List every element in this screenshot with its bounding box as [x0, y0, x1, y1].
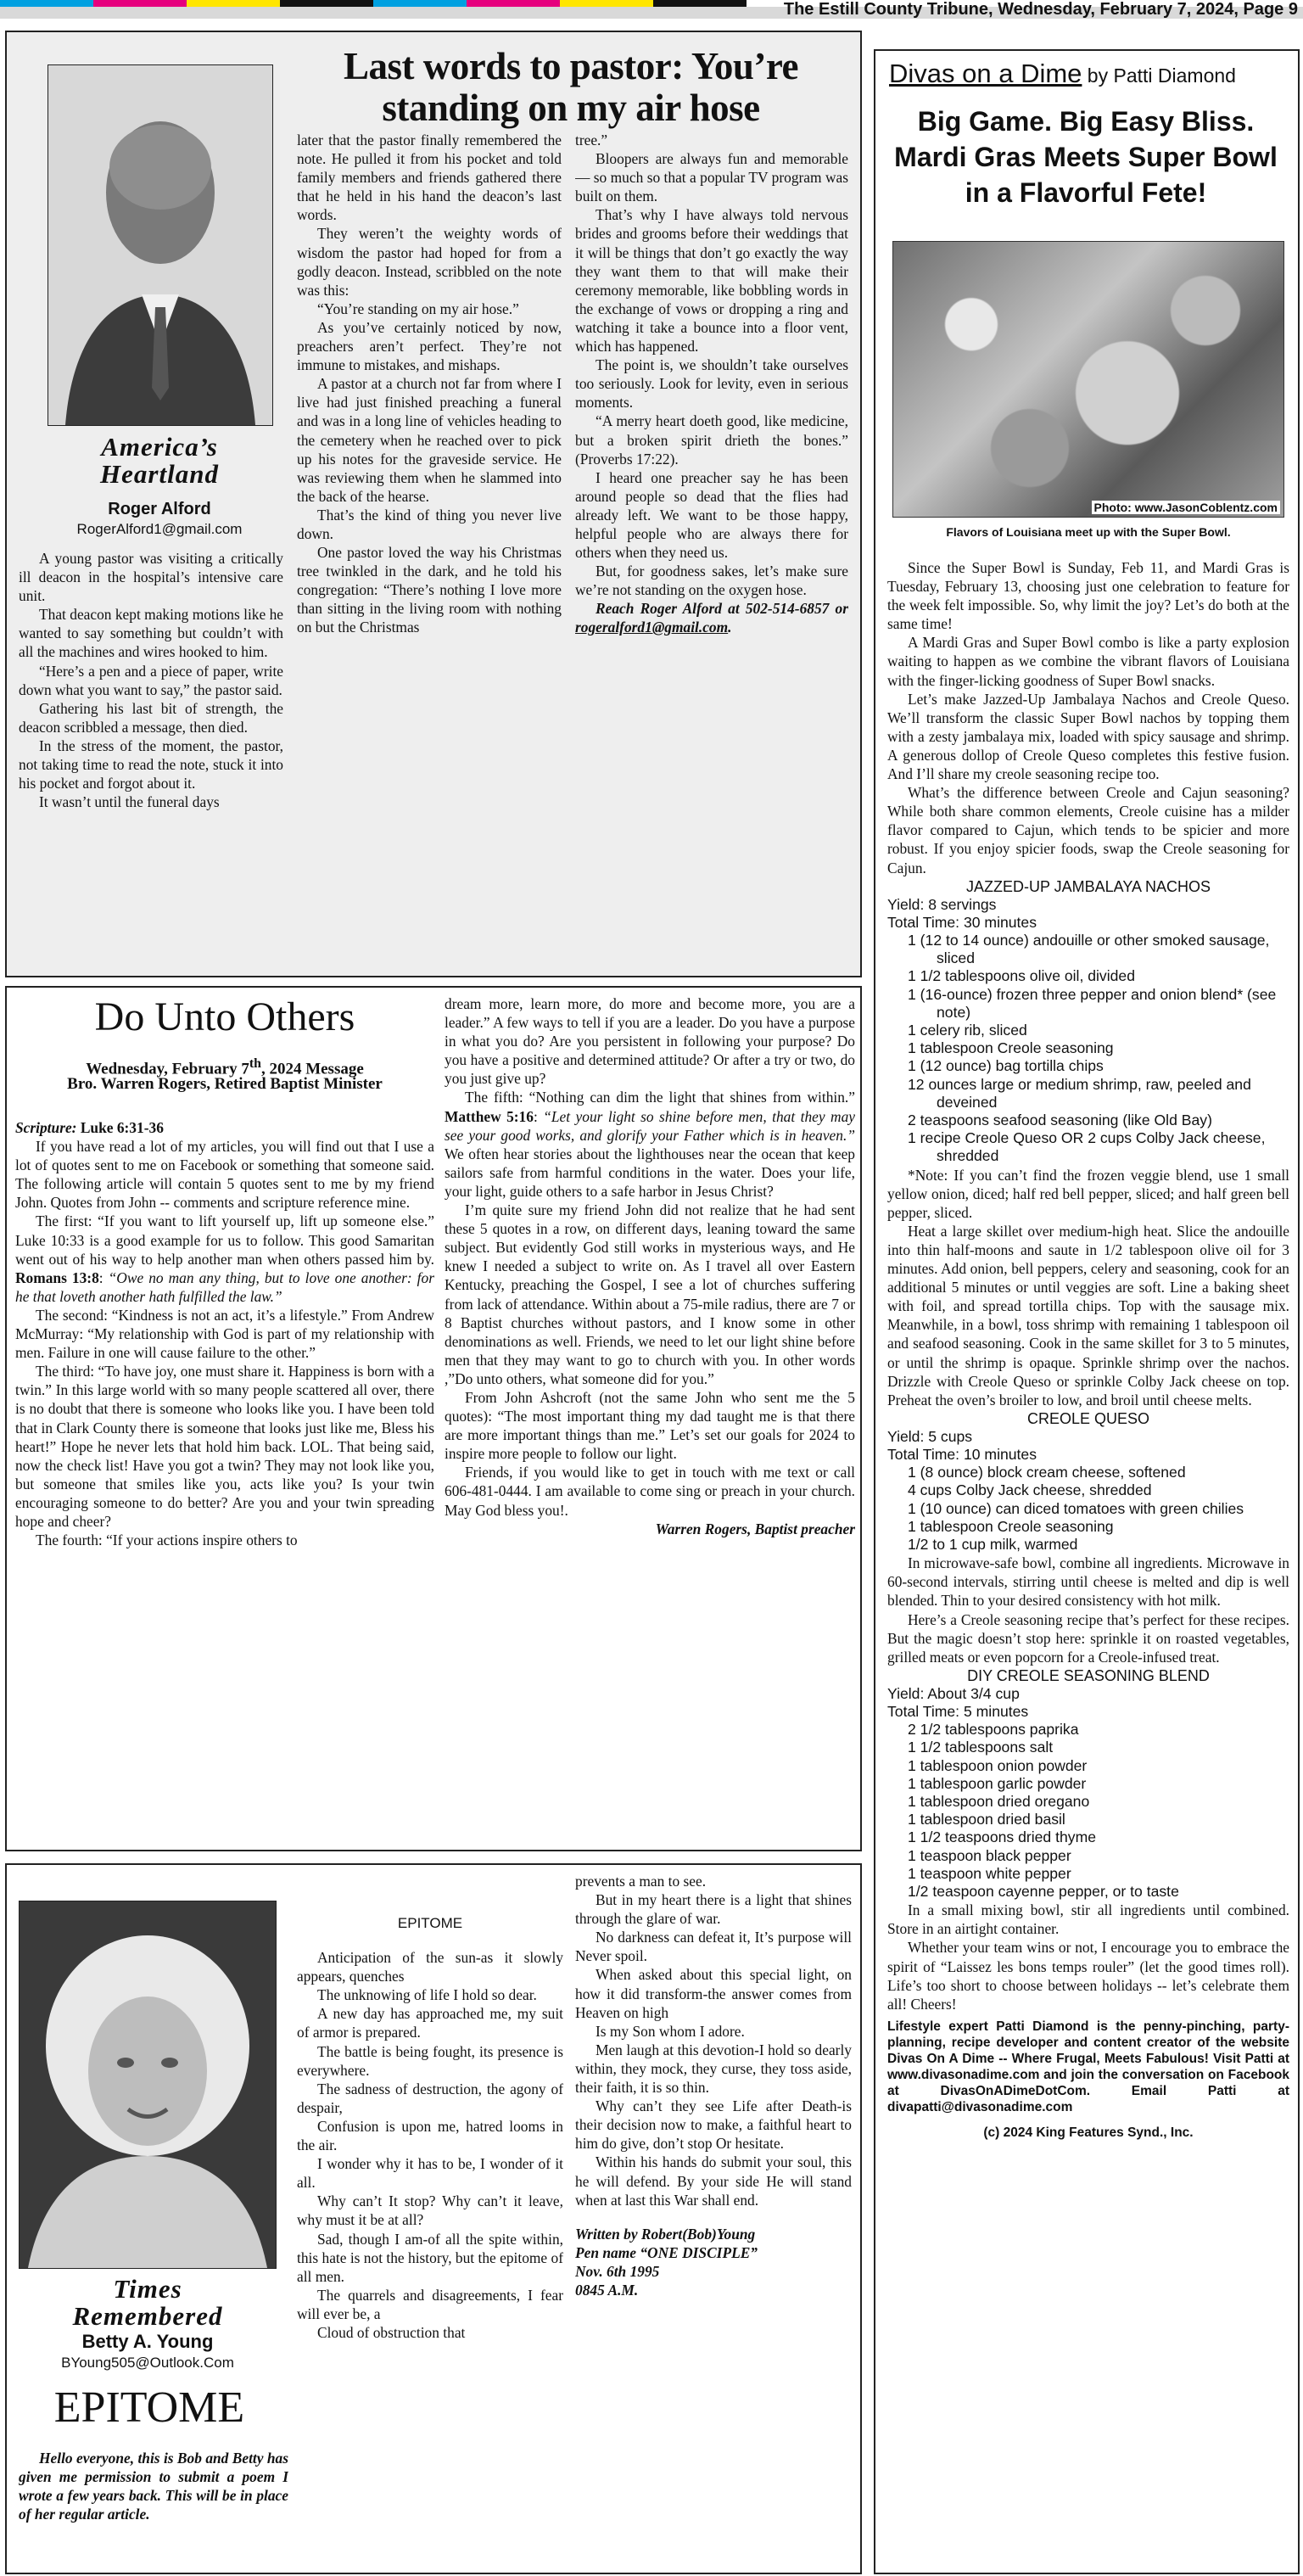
paragraph: The fifth: “Nothing can dim the light that shines from within.” Matthew 5:16: “Let your light so shine before men, that they may see your good works, and glorify your Father which is in heaven.” We often hear stories about the lighthouses near the ocean that keep sailors safe from harmful conditions in the water. Does your life, your light, guide others to a safe harbor in Jesus Christ?: [445, 1089, 855, 1200]
poem-stanza: I wonder why it has to be, I wonder of it all.: [297, 2155, 563, 2192]
portrait-photo-icon: [19, 1901, 277, 2269]
poem-stanza: The unknowing of life I hold so dear.: [317, 1986, 537, 2004]
paragraph: That’s why I have always told nervous brides and grooms before their weddings that it will be things that don’t go exactly the way they want them to that will make their ceremony memorable, like bobbling words in the exchange of vows or dropping a ring and watching it take a bounce into a floor vent, which has happened.: [575, 206, 848, 356]
author-name: Roger Alford: [108, 500, 211, 518]
ingredient: 1 1/2 tablespoons salt: [908, 1739, 1054, 1756]
paragraph: Bloopers are always fun and memorable — so much so that a popular TV program was built on them.: [575, 150, 848, 205]
recipe-time: Total Time: 10 minutes: [887, 1446, 1037, 1464]
signoff-line: Nov. 6th 1995: [575, 2262, 660, 2280]
paragraph: Since the Super Bowl is Sunday, Feb 11, and Mardi Gras is Tuesday, February 13, choosing just one celebration to feature for the week felt impossible. So, why limit the joy? Let’s do both at the same time!: [887, 559, 1289, 633]
paragraph: The third: “To have joy, one must share it. Happiness is born with a twin.” In this large world with so many people scattered all over, there is no doubt that there is someone who looks like you. I have been told that in Clark County there is someone that looks just like me, Bless his heart!” Hope he never lets that hold him back. LOL. That being said, now the check list! Have you got a twin? They may not look like you, but someone that smiles like you, acts like you? Is your twin encouraging someone to do better? Are you and your twin spreading hope and cheer?: [15, 1363, 434, 1530]
paragraph-text: The fifth: “Nothing can dim the light that shines from within.”: [465, 1089, 855, 1106]
paragraph: But, for goodness sakes, let’s make sure we’re not standing on the oxygen hose.: [575, 563, 848, 599]
column-byline: by Patti Diamond: [1082, 64, 1236, 87]
closing-paragraph: Whether your team wins or not, I encourage you to embrace the spirit of “Laissez les bons temps rouler” (let the good times roll). Life’s too short to choose between holidays -- let’s celebrate them all! Cheers!: [887, 1939, 1289, 2013]
poem-stanza: Cloud of obstruction that: [317, 2323, 466, 2341]
poem-stanza: But in my heart there is a light that shines through the glare of war.: [575, 1891, 852, 1928]
poem-stanza: Why can’t It stop? Why can’t it leave, why must it be at all?: [297, 2192, 563, 2229]
paragraph: dream more, learn more, do more and become more, you are a leader.” A few ways to tell if you are a leader. Do you have a purpose in what you do? Are you persistent in following your purpose? Do you have a positive and determined attitude? Or after a try or two, do you just give up?: [445, 995, 855, 1088]
headline: [287, 46, 855, 129]
paragraph: Here’s a Creole seasoning recipe that’s perfect for these recipes. But the magic doesn’t stop here: sprinkle it on roasted vegetables, grilled meats or even popcorn for a Creole-infused treat.: [887, 1610, 1289, 1666]
photo-credit: Photo: www.JasonCoblentz.com: [1092, 501, 1281, 514]
divas-body: [887, 558, 1289, 2569]
poem-stanza: When asked about this special light, on how it did transform-the answer comes from Heaven on high: [575, 1966, 852, 2021]
ingredient: 1 (16-ounce) frozen three pepper and onion blend* (see note): [908, 985, 1277, 1021]
paragraph: Let’s make Jazzed-Up Jambalaya Nachos and Creole Queso. We’ll transform the classic Super Bowl nachos by topping them with a zesty jambalaya mix, loaded with spicy sausage and shrimp. A generous dollop of Creole Queso completes this festive fusion. And I’ll share my creole seasoning recipe too.: [887, 690, 1289, 783]
ingredient: 1 tablespoon Creole seasoning: [908, 1517, 1114, 1535]
paragraph: “A merry heart doeth good, like medicine, but a broken spirit drieth the bones.” (Proverbs 17:22).: [575, 412, 848, 468]
paragraph: The point is, we shouldn’t take ourselves too seriously. Look for levity, even in serious moments.: [575, 356, 848, 412]
paragraph-text: We often hear stories about the lighthouses near the ocean that keep sailors safe from harmful conditions in the water. Does your life, your light, guide others to a safe harbor in Jesus Christ?: [445, 1145, 855, 1200]
author-bio: Lifestyle expert Patti Diamond is the penny-pinching, party-planning, recipe developer and content creator of the website Divas On A Dime -- Where Frugal, Meets Fabulous! Visit Patti at www.divasonadime.com and join the conversation on Facebook at DivasOnADimeDotCom. Email Patti at divapatti@divasonadime.com: [887, 2019, 1289, 2114]
ingredient-list: [887, 932, 1289, 1166]
poem-stanza: The battle is being fought, its presence is everywhere.: [297, 2042, 563, 2079]
column-name-line2: Heartland: [100, 459, 219, 489]
paragraph: The fourth: “If your actions inspire others to: [36, 1532, 298, 1549]
article1-column2: [297, 131, 562, 974]
scripture-quote: “Let your light so shine before men, that they may see your good works, and glorify your Father which is in heaven.”: [445, 1107, 855, 1144]
poem-stanza: Is my Son whom I adore.: [596, 2022, 745, 2040]
column-header: [889, 58, 1296, 92]
paragraph: Friends, if you would like to get in touch with me text or call 606-481-0444. I am available to come sing or preach in your church. May God bless you!.: [445, 1464, 855, 1519]
column-name: [32, 434, 287, 488]
paragraph: If you have read a lot of my articles, you will find out that I use a lot of quotes sent to me on Facebook or something that someone said. The following article will contain 5 quotes sent to me by my friend John. Quotes from John -- comments and scripture reference mine.: [15, 1138, 434, 1212]
recipe-time: Total Time: 5 minutes: [887, 1703, 1029, 1721]
ingredient: 1 1/2 teaspoons dried thyme: [908, 1828, 1097, 1846]
recipe-yield: Yield: About 3/4 cup: [887, 1684, 1020, 1702]
date-text-end: , 2024 Message: [260, 1060, 364, 1078]
poem-title: EPITOME: [397, 1915, 463, 1931]
portrait-photo-icon: [48, 64, 273, 426]
recipe-steps: In a small mixing bowl, stir all ingredients until combined. Store in an airtight container.: [887, 1901, 1289, 1938]
contact-text: Reach Roger Alford at 502-514-6857 or: [596, 600, 848, 618]
paragraph: From John Ashcroft (not the same John who sent me the 5 quotes): “The most important thing my dad taught me is that there are more important things than me.” Let’s set our goals for 2024 to inspire more people to follow our light.: [445, 1388, 855, 1463]
ingredient: 1 (12 ounce) bag tortilla chips: [908, 1057, 1104, 1075]
paragraph: “You’re standing on my air hose.”: [317, 300, 519, 317]
paragraph: later that the pastor finally remembered the note. He pulled it from his pocket and told family members and friends gathered there that he held in his hand the deacon’s last words.: [297, 132, 562, 224]
paragraph-text: The first: “If you want to lift yourself up, lift up someone else.” Luke 10:33 is a good example for us to follow. This good Samaritan went out of his way to help another man when others passed him by.: [15, 1212, 434, 1268]
recipe-title: DIY CREOLE SEASONING BLEND: [967, 1666, 1210, 1684]
scripture-label: Scripture:: [15, 1119, 77, 1136]
copyright: (c) 2024 King Features Synd., Inc.: [983, 2125, 1194, 2140]
article1-column1: [19, 549, 283, 973]
recipe-yield: Yield: 5 cups: [887, 1427, 973, 1445]
date-text: Wednesday, February 7: [86, 1060, 249, 1078]
paragraph: As you’ve certainly noticed by now, preachers aren’t perfect. They’re not immune to mistakes, and mishaps.: [297, 318, 562, 374]
paragraph: “Here’s a pen and a piece of paper, write down what you want to say,” the pastor said.: [19, 662, 283, 698]
ingredient: 12 ounces large or medium shrimp, raw, peeled and deveined: [908, 1075, 1251, 1111]
paragraph: They weren’t the weighty words of wisdom the pastor had hoped for from a godly deacon. Instead, scribbled on the note was this:: [297, 225, 562, 299]
ingredient: 1 (10 ounce) can diced tomatoes with green chilies: [908, 1499, 1244, 1517]
ingredient: 1 (8 ounce) block cream cheese, softened: [908, 1464, 1186, 1481]
poem-stanza: The quarrels and disagreements, I fear will ever be, a: [297, 2286, 563, 2322]
poem-stanza: Anticipation of the sun-as it slowly appears, quenches: [297, 1949, 563, 1985]
contact-email-link[interactable]: rogeralford1@gmail.com: [575, 619, 729, 636]
ingredient: 1 tablespoon dried oregano: [908, 1793, 1090, 1811]
paragraph: tree.”: [575, 132, 608, 148]
poem-stanza: Men laugh at this devotion-I hold so dearly within, they mock, they curse, they toss aside, their faith, it is so thin.: [575, 2041, 852, 2097]
scripture-quote: “Owe no man any thing, but to love one another: for he that loveth another hath fulfilled the law.”: [15, 1268, 434, 1305]
poem-stanza: prevents a man to see.: [575, 1873, 707, 1890]
paragraph: I’m quite sure my friend John did not realize that he had sent these 5 quotes in a row, on different days, leaning toward the same subject. But evidently God still works in mysterious ways, and He knew I needed a subject to write on. As I travel all over Eastern Kentucky, preaching the Gospel, I see a lot of churches suffering from lack of attendance. Within about a 75-mile radius, there are 7 or 8 Baptist churches without pastors, and I know some in other denominations as well. Friends, we need to let our light shine before men that they may want to go to church with you. In other words ,”Do unto others, what someone did for you.”: [445, 1201, 855, 1387]
intro-paragraph: Hello everyone, this is Bob and Betty has given me permission to submit a poem I wrote a few years back. This will be in place of her regular article.: [19, 2450, 288, 2523]
ingredient: 1 tablespoon Creole seasoning: [908, 1039, 1114, 1057]
signoff-line: Written by Robert(Bob)Young: [575, 2225, 756, 2243]
paragraph: That deacon kept making motions like he wanted to say something but couldn’t with all the machines and wires hooked to him.: [19, 606, 283, 661]
paragraph: The first: “If you want to lift yourself up, lift up someone else.” Luke 10:33 is a good example for us to follow. This good Samaritan went out of his way to help another man when others passed him by. Romans 13:8: “Owe no man any thing, but to love one another: for he that loveth another hath fulfilled the law.”: [15, 1212, 434, 1305]
article-divas-on-a-dime: [874, 49, 1300, 2574]
column-name-line1: America’s: [101, 432, 218, 462]
paragraph: I heard one preacher say he has been around people so dead that the flies had already left. We want to be those happy, helpful people who are always there for others when they need us.: [575, 468, 848, 562]
paragraph: A Mardi Gras and Super Bowl combo is like a party explosion waiting to happen as we combine the vibrant flavors of Louisiana with the finger-licking goodness of Super Bowl snacks.: [887, 634, 1289, 689]
ingredient: 1 celery rib, sliced: [908, 1022, 1027, 1039]
article2-column1: [15, 1118, 434, 1848]
article1-column3: [575, 131, 848, 974]
article3-column3: [575, 1872, 852, 2571]
ingredient: 1 1/2 tablespoons olive oil, divided: [908, 967, 1135, 985]
poem-stanza: Sad, though I am-of all the spite within, this hate is not the history, but the epitome of all men.: [297, 2230, 563, 2285]
ingredient: 2 teaspoons seafood seasoning (like Old Bay): [908, 1112, 1212, 1129]
poem-stanza: Confusion is upon me, hatred looms in the air.: [297, 2117, 563, 2154]
recipe-steps: In microwave-safe bowl, combine all ingredients. Microwave in 60-second intervals, stirring until cheese is melted and dip is well blended. Thin to your desired consistency with hot milk.: [887, 1554, 1289, 1610]
paragraph: What’s the difference between Creole and Cajun seasoning? While both share common elements, Creole cuisine has a milder flavor compared to Cajun, which tends to be spicier and more robust. If you enjoy spicier foods, swap the Creole seasoning for Cajun.: [887, 784, 1289, 876]
column-name-line2: Remembered: [72, 2301, 223, 2331]
signature: Warren Rogers, Baptist preacher: [655, 1520, 855, 1537]
ingredient: 1 recipe Creole Queso OR 2 cups Colby Jack cheese, shredded: [908, 1129, 1266, 1165]
poem-stanza: The sadness of destruction, the agony of despair,: [297, 2080, 563, 2116]
paragraph: It wasn’t until the funeral days: [39, 793, 220, 811]
ingredient: 1/2 to 1 cup milk, warmed: [908, 1536, 1078, 1554]
ingredient-list: [887, 1721, 1289, 1901]
article2-column2: [445, 994, 855, 1848]
poem-signoff: [575, 2225, 852, 2299]
poem-stanza: A new day has approached me, my suit of armor is prepared.: [297, 2005, 563, 2041]
ingredient: 1 tablespoon onion powder: [908, 1756, 1088, 1774]
article-americas-heartland: [5, 31, 862, 977]
ingredient-list: [887, 1464, 1289, 1554]
recipe-steps: Heat a large skillet over medium-high heat. Slice the andouille into thin half-moons and saute in 1/2 tablespoon olive oil for 3 minutes. Add onion, bell peppers, celery and seasoning, cook for an additional 5 minutes or until veggies are soft. Line a baking sheet with foil, and spread tortilla chips. Top with the sausage mix. Meanwhile, in a bowl, toss shrimp with remaining 1 tablespoon oil and seafood seasoning. Cook in the same skillet for 3 to 5 minutes, or until the shrimp is opaque. Sprinkle shrimp over the nachos. Drizzle with Creole Queso or sprinkle Colby Jack cheese on top. Preheat the oven’s broiler to low, and broil until cheese melts.: [887, 1222, 1289, 1408]
top-bar: [0, 0, 1303, 19]
contact-end: .: [728, 619, 732, 636]
paragraph: The second: “Kindness is not an act, it’s a lifestyle.” From Andrew McMurray: “My relationship with God is part of my relationship with men. Failure in one will cause failure to the other.”: [15, 1306, 434, 1362]
headline-line1: Last words to pastor: You’re: [344, 45, 798, 87]
paragraph: Gathering his last bit of strength, the deacon scribbled a message, then died.: [19, 699, 283, 736]
ingredient: 4 cups Colby Jack cheese, shredded: [908, 1481, 1152, 1499]
headline: Do Unto Others: [94, 994, 355, 1039]
ingredient: 1 teaspoon black pepper: [908, 1846, 1071, 1864]
paragraph: One pastor loved the way his Christmas tree twinkled in the dark, and he told his congregation: “There’s nothing I love more than sitting in the living room with nothing on but the Christmas: [297, 544, 562, 636]
ingredient: 2 1/2 tablespoons paprika: [908, 1721, 1079, 1739]
column-name-line1: Times: [113, 2274, 182, 2304]
intro-text-part1: [19, 2449, 288, 2568]
ingredient: 1 (12 to 14 ounce) andouille or other smoked sausage, sliced: [908, 932, 1270, 967]
ingredient: 1 teaspoon white pepper: [908, 1864, 1071, 1882]
ingredient: 1 tablespoon garlic powder: [908, 1774, 1087, 1792]
author-email: BYoung505@Outlook.Com: [61, 2355, 234, 2371]
signoff-line: Pen name “ONE DISCIPLE”: [575, 2243, 758, 2261]
ingredient: 1/2 teaspoon cayenne pepper, or to taste: [908, 1883, 1179, 1901]
date-sup: th: [249, 1056, 261, 1071]
article-times-remembered: [5, 1863, 862, 2574]
paragraph: That’s the kind of thing you never live down.: [297, 506, 562, 542]
article-title: Big Game. Big Easy Bliss. Mardi Gras Meets Super Bowl in a Flavorful Fete!: [894, 106, 1278, 208]
photo-caption: Flavors of Louisiana meet up with the Super Bowl.: [946, 525, 1231, 539]
poem-stanza: No darkness can defeat it, It’s purpose will Never spoil.: [575, 1929, 852, 1965]
article3-column2: [297, 1872, 563, 2571]
poem-stanza: Within his hands do submit your soul, this he will defend. By your side He will stand when at last this War shall end.: [575, 2153, 852, 2209]
recipe-note: *Note: If you can’t find the frozen veggie blend, use 1 small yellow onion, diced; half red bell pepper, sliced; and half green bell pepper, sliced.: [887, 1166, 1289, 1221]
recipe-yield: Yield: 8 servings: [887, 895, 997, 913]
food-photo-icon: [892, 241, 1284, 518]
signoff-line: 0845 A.M.: [575, 2281, 639, 2299]
page-header: The Estill County Tribune, Wednesday, February 7, 2024, Page 9: [783, 0, 1298, 19]
poem-stanza: Why can’t they see Life after Death-is their decision now to make, a faithful heart to him do give, don’t stop Or hesitate.: [575, 2097, 852, 2153]
paragraph: In the stress of the moment, the pastor, not taking time to read the note, stuck it into his pocket and forgot about it.: [19, 736, 283, 792]
author-email: RogerAlford1@gmail.com: [76, 521, 243, 537]
column-name: [19, 2276, 277, 2330]
recipe-title: JAZZED-UP JAMBALAYA NACHOS: [965, 877, 1211, 895]
author-line: Bro. Warren Rogers, Retired Baptist Minister: [67, 1075, 383, 1093]
article-do-unto-others: [5, 986, 862, 1851]
paragraph: A young pastor was visiting a critically ill deacon in the hospital’s intensive care unit.: [19, 550, 283, 605]
poem-title-large: EPITOME: [53, 2383, 245, 2432]
scripture: [15, 1118, 434, 1137]
paragraph: A pastor at a church not far from where I live had just finished preaching a funeral and was in a long line of vehicles heading to the cemetery when he reached over to pick up his notes for the graveside service. He was reviewing them when he slammed into the back of the hearse.: [297, 375, 562, 505]
recipe-time: Total Time: 30 minutes: [887, 913, 1037, 931]
scripture-ref: Romans 13:8: [15, 1268, 99, 1286]
recipe-title: CREOLE QUESO: [1026, 1409, 1150, 1427]
scripture-ref: Luke 6:31-36: [76, 1119, 164, 1136]
scripture-ref: Matthew 5:16: [445, 1107, 534, 1125]
ingredient: 1 tablespoon dried basil: [908, 1811, 1065, 1828]
author-name: Betty A. Young: [81, 2331, 214, 2352]
contact-info: [575, 599, 848, 636]
headline-line2: standing on my air hose: [382, 87, 760, 129]
color-registration-bars: [0, 0, 747, 7]
column-header-title: Divas on a Dime: [889, 59, 1082, 88]
